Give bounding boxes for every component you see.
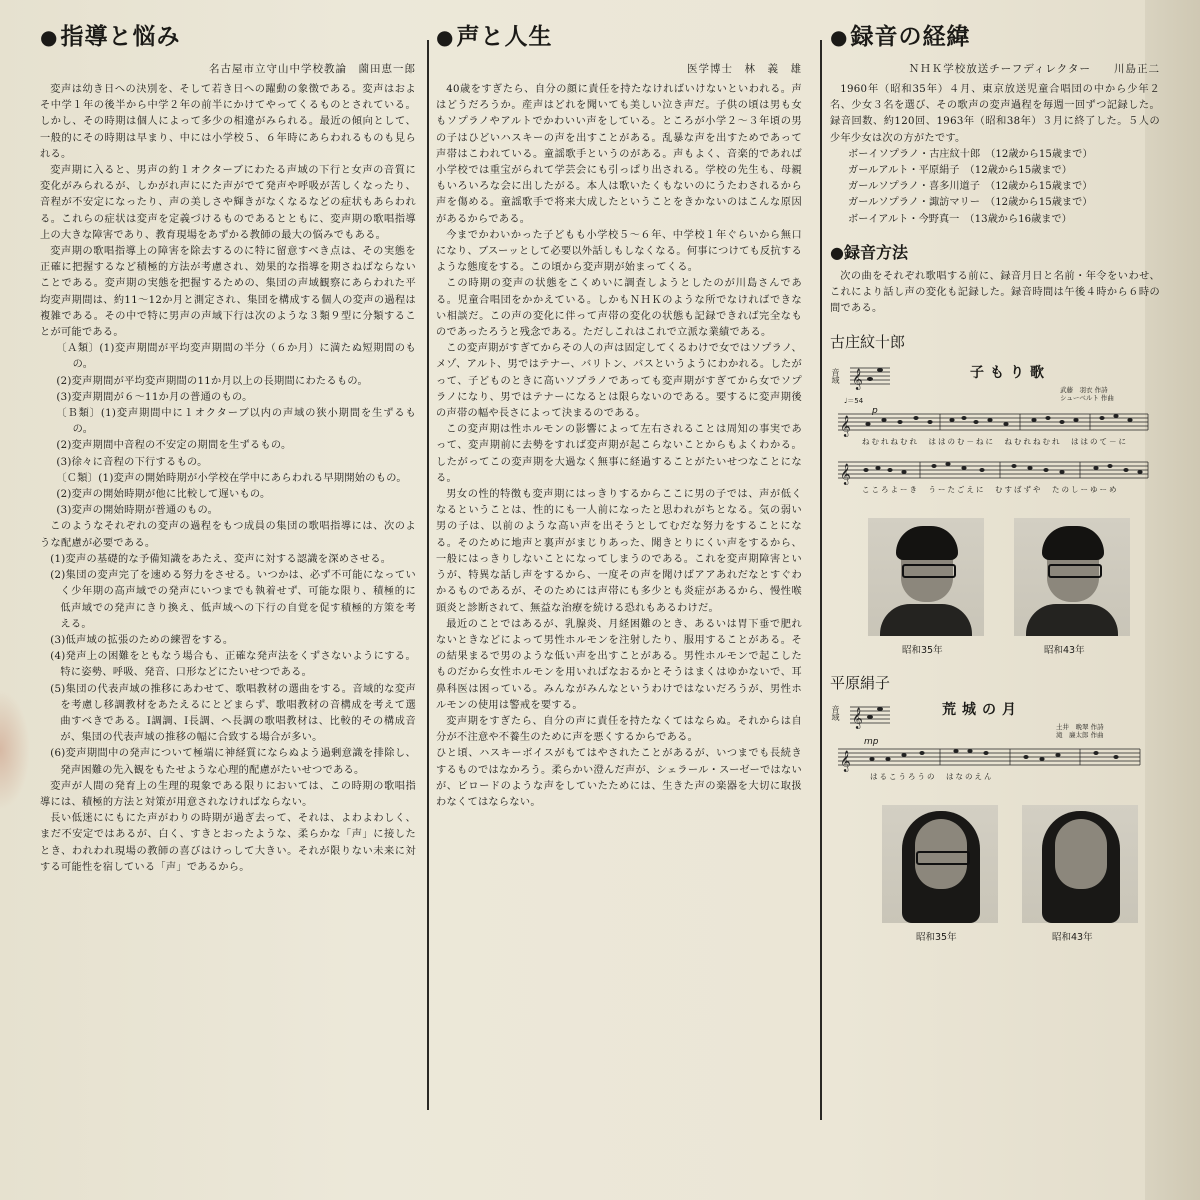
author-line: 医学博士 林 義 雄 <box>687 63 802 75</box>
section-title: ●録音の経緯 <box>830 24 971 50</box>
column-voice-life <box>436 18 802 811</box>
type-item: 〔Ａ類〕(1)変声期間が平均変声期間の半分（６か月）に満たぬ短期間のもの。 <box>56 343 416 371</box>
song-title: 子もり歌 <box>970 365 1050 382</box>
svg-text:𝄞: 𝄞 <box>852 708 863 730</box>
paragraph: 変声期をすぎたら、自分の声に責任を持たなくてはならぬ。それからは自分が不注意や不養生のために声を悪くするからである。 <box>436 715 802 744</box>
paragraph: 今までかわいかった子どもも小学校５～６年、中学校１年ぐらいから無口になり、ブスーッとして必要以外話しもしなくなる。何事につけても反抗するような態度をする。この頃から変声期が始まってくる。 <box>436 229 802 274</box>
music-score <box>830 697 1150 797</box>
lyrics-line: はるこうろうの はなのえん <box>870 772 994 782</box>
paragraph: 変声期に入ると、男声の約１オクターブにわたる声域の下行と女声の音質に変化がみられるが、しかがれ声ににた声がでて発声や呼吸が苦しくなったり、音程が不安定になったり、声の美しさや輝きがなくなるなどの症状もあらわれる。これらの症状は変声を定義づけるものであるとともに、変声期の歌唱指導上の大きな障害であり、教育現場をあずかる教師の最大の悩みでもある。 <box>40 165 416 241</box>
photo-pair <box>830 805 1150 955</box>
type-item: 〔Ｃ類〕(1)変声の開始時期が小学校在学中にあらわれる早期開始のもの。 <box>56 472 407 484</box>
lyrics-line: こころよーき うーたごえに むすばずや たのしーゆーめ <box>862 485 1119 495</box>
measure-item: (1)変声の基礎的な予備知識をあたえ、変声に対する認識を深めさせる。 <box>50 553 392 565</box>
photo-caption: 昭和43年 <box>1052 932 1093 944</box>
portrait-photo <box>882 805 998 923</box>
paragraph: 40歳をすぎたら、自分の顔に責任を持たなければいけないといわれる。声はどうだろうか。産声はどれを聞いても美しい泣き声だ。子供の頃は男も女もソプラノやアルトでかわいい声をしている。ところが小学２～３年頃の男の子はひどいハスキーの声を出すことがある。乱暴な声を出すためであって声帯はこわれている。童謡歌手というのがある。声もよく、音楽的であれば小学校では重宝がられて学芸会にも引っぱり出される。学校の先生も、母親もいろいろな会に出したがる。本人は歌いたくもないのにうたわされるから声を傷める。童謡歌手で将来大成したということをきかないのはこんな原因があるからである。 <box>436 84 802 225</box>
singer-entry: ガールソプラノ・諏訪マリー （12歳から15歳まで） <box>848 197 1093 209</box>
type-item: (2)変声期間が平均変声期間の11か月以上の長期間にわたるもの。 <box>56 375 368 387</box>
method-body <box>830 269 1160 318</box>
type-item: (3)変声期間が６～11か月の普通のもの。 <box>56 391 253 403</box>
paragraph: 1960年（昭和35年）４月、東京放送児童合唱団の中から少年２名、少女３名を選び、その歌声の変声過程を毎週一回ずつ記録した。録音回数、約120回、1963年（昭和38年）３月に終了した。５人の少年少女は次の方がたです。 <box>830 84 1161 144</box>
range-label: 音域 <box>831 368 840 385</box>
subsection-title: ●録音方法 <box>830 242 908 262</box>
paragraph: この時期の変声の状態をこくめいに調査しようとしたのが川島さんである。児童合唱団をかかえている。しかもＮＨＫのような所でなければできない相談だ。この声の変化に伴って声帯の変化の状態も記録できれば完全なものであったろうと残念である。ただしこれはこれで立派な業績である。 <box>436 278 802 339</box>
photo-caption: 昭和43年 <box>1044 645 1085 657</box>
svg-text:𝄞: 𝄞 <box>852 369 863 391</box>
measure-item: (3)低声域の拡張のための練習をする。 <box>50 634 234 646</box>
paragraph: このようなそれぞれの変声の過程をもつ成員の集団の歌唱指導には、次のような配慮が必要である。 <box>40 521 416 549</box>
dynamic-mark: mp <box>864 737 879 748</box>
singer-name: 平原絹子 <box>830 674 891 693</box>
paragraph: この変声期は性ホルモンの影響によって左右されることは周知の事実であって、変声期前に去勢をすれば変声期が起こらないことからもよくわかる。したがってこの変声期を大過なく無事に経過することがたいせつなことになる。 <box>436 424 802 484</box>
section-title: ●声と人生 <box>436 24 553 50</box>
paragraph: この変声期がすぎてからその人の声は固定してくるわけで女ではソプラノ、メゾ、アルト、男ではテナー、バリトン、バスというようにわかれる。したがって、子どものときに高いソプラノであっても変声期がすぎてから女でソプラノになり、男ではテナーになるとは限らないのである。要するに変声期後の声帯の幅や長さによって決まるのである。 <box>436 343 802 420</box>
paragraph: 男女の性的特徴も変声期にはっきりするからここに男の子では、声が低くなるということは、性的にも一人前になったと思われがちとなる。気の弱い男の子は、以前のような高い声を出そうとしてむだな努力をすることになる。そのために地声と裏声がまじりあった、聞きとりにくい声をするから、一般にはっきりしないことになってしまうのである。これを変声期障害というが、特異な話し声をするから、一度その声を聞けばアアあれだなとすぐわかるものであるが、そのためには声帯にも多少とも炎症があるから、慢性喉頭炎と診断されて、無益な治療を続ける恐れもあるわけだ。 <box>436 489 802 614</box>
paragraph: 長い低迷ににもにた声がわりの時期が過ぎ去って、それは、よわよわしく、まだ不安定ではあるが、白く、すきとおったような、柔らかな「声」に接したとき、われわれ現場の教師の喜びはけっして大きい。それが限りない未来に対する可能性を宿している「声」であるから。 <box>40 813 416 873</box>
section-title: ●指導と悩み <box>40 24 181 50</box>
portrait-photo <box>1014 518 1130 636</box>
song-credit: 武藤 羽衣 作詩 シューベルト 作曲 <box>1060 386 1114 403</box>
singer-name: 古庄紋十郎 <box>830 333 906 352</box>
column-rule <box>427 40 429 1110</box>
measure-item: (6)変声期間中の発声について極端に神経質にならぬよう過剰意識を排除し、発声困難の先入観をもたせような心理的配慮がたいせつである。 <box>50 748 416 776</box>
dynamic-mark: p <box>872 406 878 417</box>
paragraph: ひと頃、ハスキーボイスがもてはやされたことがあるが、いつまでも長続きするものではなかろう。柔らかい澄んだ声が、シェラール・スーゼーではないが、ビロードのような声をしていたためには、生きた声の楽器を大切に取扱わなくてはならない。 <box>436 748 802 808</box>
author-line: 名古屋市立守山中学校教論 薗田恵一郎 <box>209 63 416 75</box>
paragraph: 最近のことではあるが、乳腺炎、月経困難のとき、あるいは胃下垂で肥れないときなどによって男性ホルモンを注射したり、服用することがある。その結果まるで男のような低い声を出すことがある。男性ホルモンで起こしたものだから女性ホルモンを用いればなおるかとそうはまくはゆかないで、耳鼻科医は困っている。みんながみんなというわけではないだろうが、男性ホルモンの使用は警戒を要する。 <box>436 618 802 711</box>
measure-item: (5)集団の代表声域の推移にあわせて、歌唱教材の選曲をする。音域的な変声を考慮し移調教材をあたえるにとどまらず、歌唱教材の音構成を考えて選曲すべきである。Ⅰ調調、Ⅰ長調、ヘ長調の歌唱教材は、比較的その構成音が、集団の代表声域の推移の幅に合致する場合が多い。 <box>50 683 416 744</box>
tempo-mark: ♩＝54 <box>844 397 864 406</box>
type-item: (2)変声の開始時期が他に比較して遅いもの。 <box>56 489 271 501</box>
author-line: ＮＨＫ学校放送チーフディレクター 川島正二 <box>908 63 1160 75</box>
article-body <box>40 82 416 876</box>
song-credit: 土井 晩翠 作詩 滝 廉太郎 作曲 <box>1056 723 1104 740</box>
svg-text:𝄞: 𝄞 <box>840 416 851 438</box>
song-title: 荒城の月 <box>942 702 1022 719</box>
singer-entry: ボーイアルト・今野真一 （13歳から16歳まで） <box>848 213 1072 225</box>
column-recording <box>830 18 1160 955</box>
music-score <box>830 356 1150 506</box>
type-item: (2)変声期間中音程の不安定の期間を生ずるもの。 <box>56 440 292 452</box>
photo-caption: 昭和35年 <box>902 645 943 657</box>
singer-entry: ガールソプラノ・喜多川道子 （12歳から15歳まで） <box>848 181 1093 193</box>
photo-caption: 昭和35年 <box>916 932 957 944</box>
portrait-photo <box>868 518 984 636</box>
paragraph: 次の曲をそれぞれ歌唱する前に、録音月日と名前・年令をいわせ、これにより話し声の変化も記録した。録音時間は午後４時から６時の間である。 <box>830 270 1160 315</box>
staff-notation <box>830 697 1152 797</box>
column-guidance <box>40 18 416 876</box>
paragraph: 変声が人間の発育上の生理的現象である限りにおいては、この時期の歌唱指導には、積極的方法と対策が用意されなければならない。 <box>40 780 416 808</box>
measure-item: (2)集団の変声完了を速める努力をさせる。いつかは、必ず不可能になっていく少年期の高声域での発声にいつまでも執着せず、可能な限り、積極的に低声域での発声にきり換え、低声域への下行の自覚を促す積極的方策を考える。 <box>50 570 416 630</box>
article-body <box>436 82 802 811</box>
type-item: (3)徐々に音程の下行するもの。 <box>56 456 208 468</box>
singer-entry: ボーイソプラノ・古庄紋十郎 （12歳から15歳まで） <box>848 148 1093 160</box>
column-rule <box>820 40 822 1120</box>
svg-text:𝄞: 𝄞 <box>840 751 851 773</box>
measure-item: (4)発声上の困難をともなう場合も、正確な発声法をくずさないようにする。特に姿勢、呼吸、発音、口形などにたいせつである。 <box>50 651 416 679</box>
lyrics-line: ねむれねむれ ははのむ－ねに ねむれねむれ ははのて－に <box>862 437 1128 447</box>
portrait-photo <box>1022 805 1138 923</box>
singer-entry: ガールアルト・平原絹子 （12歳から15歳まで） <box>848 165 1072 177</box>
type-item: (3)変声の開始時期が普通のもの。 <box>56 505 219 517</box>
range-label: 音域 <box>831 705 840 722</box>
type-item: 〔Ｂ類〕(1)変声期間中に１オクターブ以内の声域の狭小期間を生ずるもの。 <box>56 408 416 436</box>
photo-pair <box>830 518 1150 668</box>
article-body <box>830 82 1160 147</box>
paragraph: 変声期の歌唱指導上の障害を除去するのに特に留意すべき点は、その実態を正確に把握するなど積極的方法が考慮され、効果的な指導を期さねばならないことである。変声期の実態を把握するための、集団の声域観察にあらわれた平均変声期間は、約11～12か月と測定され、集団を構成する個人の変声の過程は複雑である。その中で特に男声の声域下行は次のような３類９型に分類することが可能である。 <box>40 246 416 339</box>
singer-list <box>830 147 1160 228</box>
paragraph: 変声は幼き日への決別を、そして若き日への躍動の象徴である。変声はおよそ中学１年の後半から中学２年の前半にかけてやってくるものとされている。しかし、その時期は個人によって多少の相違がみられる。最近の傾向として、一般的にその時期は早まり、中には小学校５、６年時にあらわれるものも見られる。 <box>40 84 416 160</box>
finger-shadow <box>0 690 30 810</box>
svg-text:𝄞: 𝄞 <box>840 464 851 486</box>
